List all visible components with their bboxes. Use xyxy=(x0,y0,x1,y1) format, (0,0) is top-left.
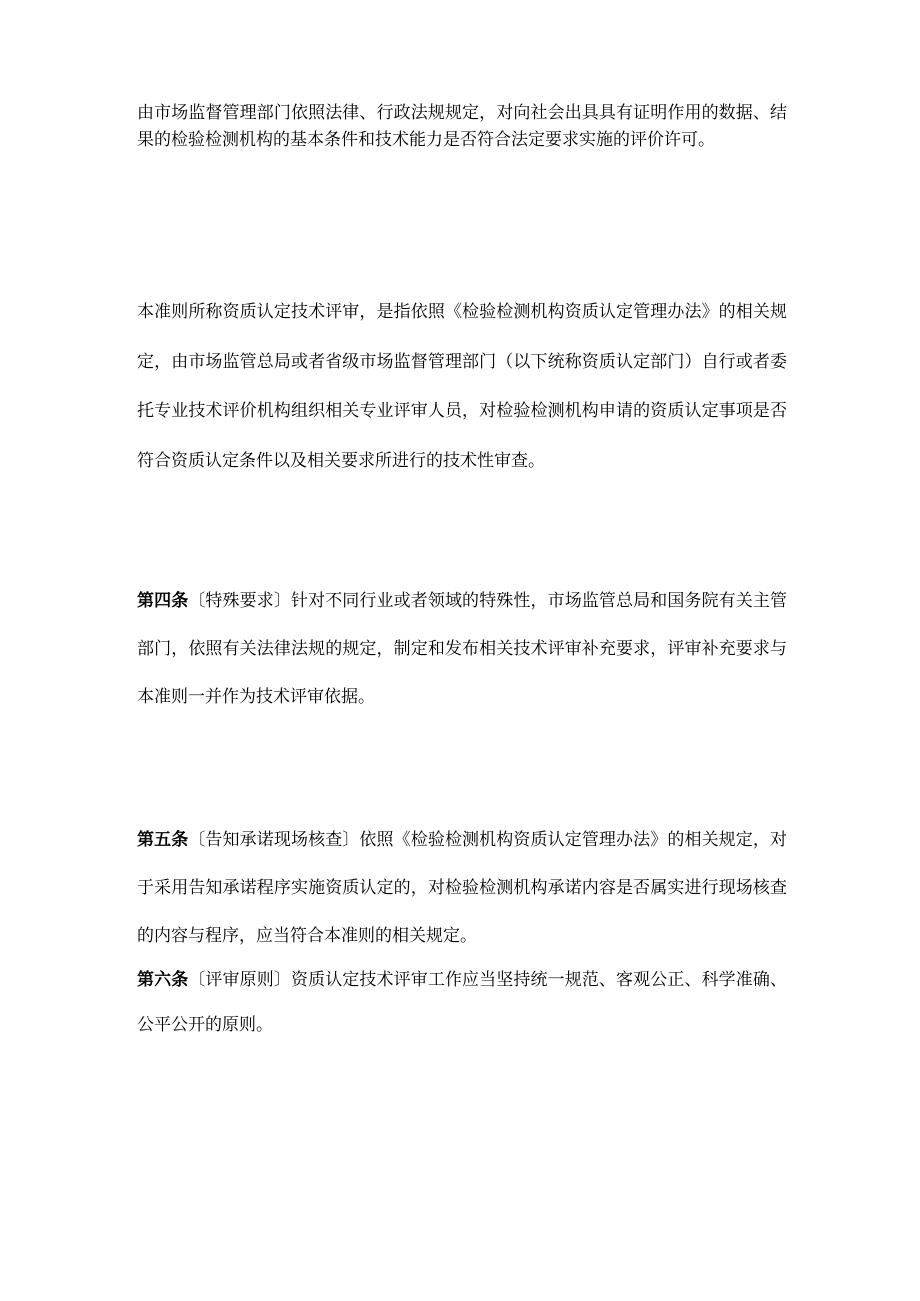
article-5-body: 〔告知承诺现场核查〕依照《检验检测机构资质认定管理办法》的相关规定，对于采用告知承诺程序实施资质认定的，对检验检测机构承诺内容是否属实进行现场核查的内容与程序，应当符合本准则的相关规定。 xyxy=(137,830,788,946)
article-4-body: 〔特殊要求〕针对不同行业或者领域的特殊性，市场监管总局和国务院有关主管部门，依照有关法律法规的规定，制定和发布相关技术评审补充要求，评审补充要求与本准则一并作为技术评审依据。 xyxy=(137,591,788,707)
definition-paragraph: 本准则所称资质认定技术评审，是指依照《检验检测机构资质认定管理办法》的相关规定，由市场监管总局或者省级市场监督管理部门（以下统称资质认定部门）自行或者委托专业技术评价机构组织相关专业评审人员，对检验检测机构申请的资质认定事项是否符合资质认定条件以及相关要求所进行的技术性审查。 xyxy=(137,302,787,471)
article-6-body: 〔评审原则〕资质认定技术评审工作应当坚持统一规范、客观公正、科学准确、公平公开的原则。 xyxy=(137,970,788,1035)
article-5-title: 第五条 xyxy=(137,830,189,850)
article-6-title: 第六条 xyxy=(137,970,189,990)
article-4-paragraph xyxy=(137,577,787,721)
article-6-paragraph xyxy=(137,958,787,1048)
article-5-paragraph xyxy=(137,816,787,960)
article-4-title: 第四条 xyxy=(137,591,189,611)
intro-paragraph: 由市场监督管理部门依照法律、行政法规规定，对向社会出具具有证明作用的数据、结果的检验检测机构的基本条件和技术能力是否符合法定要求实施的评价许可。 xyxy=(137,103,787,150)
